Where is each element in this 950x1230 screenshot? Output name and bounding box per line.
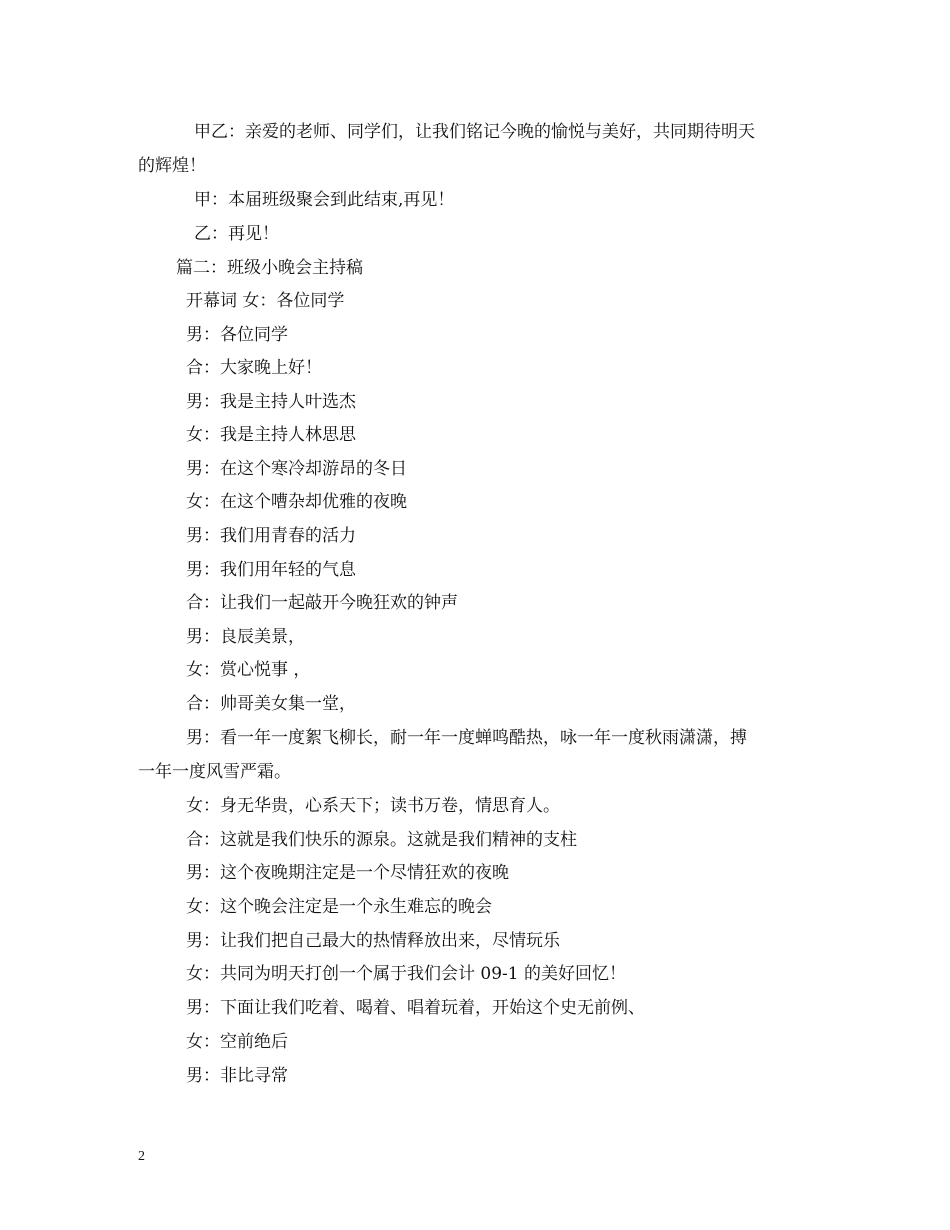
text-line: 甲乙：亲爱的老师、同学们，让我们铭记今晚的愉悦与美好，共同期待明天 [194,122,755,142]
text-line: 男：下面让我们吃着、喝着、唱着玩着，开始这个史无前例、 [186,998,645,1018]
text-line: 男：让我们把自己最大的热情释放出来，尽情玩乐 [186,931,560,951]
text-line: 合：让我们一起敲开今晚狂欢的钟声 [186,593,458,613]
text-line: 男：我们用年轻的气息 [186,560,356,580]
text-line: 女：我是主持人林思思 [186,425,356,445]
section-heading: 篇二：班级小晚会主持稿 [176,258,363,278]
text-line: 女：赏心悦事 ， [186,660,311,680]
text-line: 的辉煌！ [138,156,206,176]
text-line: 合：帅哥美女集一堂， [186,694,356,714]
text-line: 甲：本届班级聚会到此结束,再见！ [194,190,455,210]
text-line: 合：这就是我们快乐的源泉。这就是我们精神的支柱 [186,830,577,850]
text-line: 男：良辰美景， [186,627,305,647]
text-line: 一年一度风雪严霜。 [138,762,291,782]
text-line: 男：在这个寒冷却游昂的冬日 [186,459,407,479]
text-line: 男：我们用青春的活力 [186,526,356,546]
text-line: 女：空前绝后 [186,1032,288,1052]
text-line: 男：这个夜晚期注定是一个尽情狂欢的夜晚 [186,863,509,883]
text-line: 男：非比寻常 [186,1066,288,1086]
text-line: 开幕词 女：各位同学 [186,291,345,311]
text-line: 女：在这个嘈杂却优雅的夜晚 [186,492,407,512]
text-line: 合：大家晚上好！ [186,358,322,378]
text-line: 男：看一年一度絮飞柳长，耐一年一度蝉鸣酷热，咏一年一度秋雨潇潇，搏 [186,728,747,748]
text-line: 女：这个晚会注定是一个永生难忘的晚会 [186,897,492,917]
page-number: 2 [138,1149,145,1164]
text-line: 女：身无华贵，心系天下；读书万卷，情思育人。 [186,796,560,816]
text-line: 乙：再见！ [194,224,279,244]
text-line: 男：各位同学 [186,325,288,345]
text-line: 男：我是主持人叶选杰 [186,392,356,412]
text-line: 女：共同为明天打创一个属于我们会计 09-1 的美好回忆！ [186,964,626,984]
